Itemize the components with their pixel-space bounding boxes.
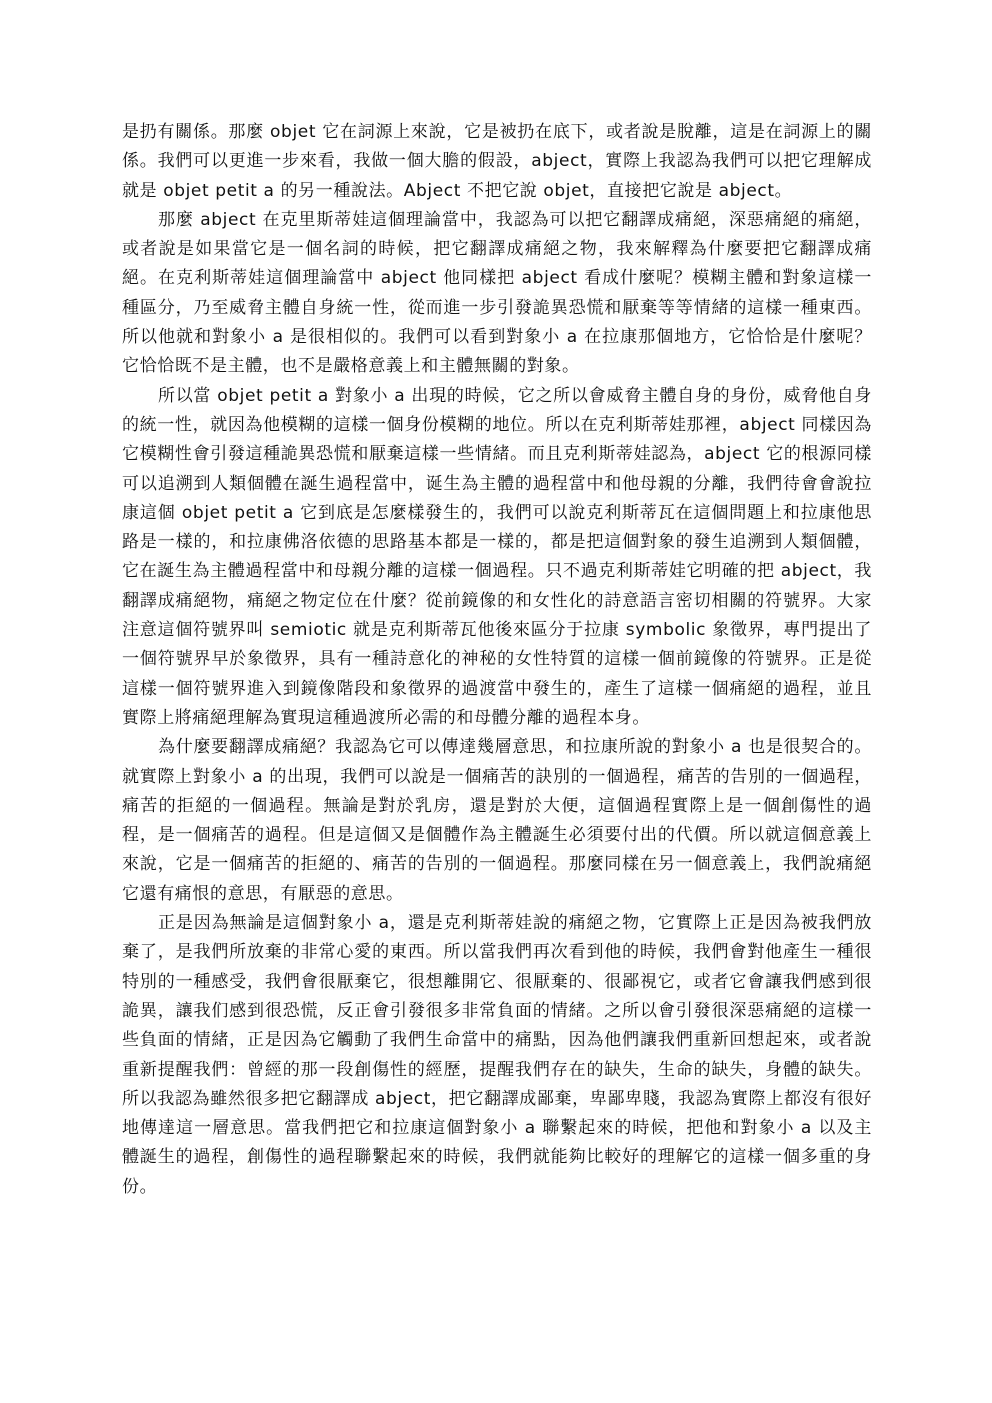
document-page [122,118,872,1202]
paragraph-5: 正是因為無論是這個對象小 a，還是克利斯蒂娃說的痛絕之物，它實際上正是因為被我們放棄了，是我們所放棄的非常心愛的東西。所以當我們再次看到他的時候，我們會對他產生一種很特別的一種感受，我們會很厭棄它，很想離開它、很厭棄的、很鄙視它，或者它會讓我們感到很詭異，讓我们感到很恐慌，反正會引發很多非常負面的情緒。之所以會引發很深惡痛絕的這樣一些負面的情緒，正是因為它觸動了我們生命當中的痛點，因為他們讓我們重新回想起來，或者說重新提醒我們：曾經的那一段創傷性的經歷，提醒我們存在的缺失，生命的缺失，身體的缺失。所以我認為雖然很多把它翻譯成 abject，把它翻譯成鄙棄，卑鄙卑賤，我認為實際上都沒有很好地傳達這一層意思。當我們把它和拉康這個對象小 a 聯繫起來的時候，把他和對象小 a 以及主體誕生的過程，創傷性的過程聯繫起來的時候，我們就能夠比較好的理解它的這樣一個多重的身份。 [122,913,872,1197]
paragraph-3: 所以當 objet petit a 對象小 a 出現的時候，它之所以會威脅主體自身的身份，威脅他自身的統一性，就因為他模糊的這樣一個身份模糊的地位。所以在克利斯蒂娃那裡，abject 同樣因為它模糊性會引發這種詭異恐慌和厭棄這樣一些情緒。而且克利斯蒂娃認為，abject 它的根源同樣可以追溯到人類個體在誕生過程當中，诞生為主體的過程當中和他母親的分離，我們待會會說拉康這個 objet petit a 它到底是怎麼樣發生的，我們可以說克利斯蒂瓦在這個問題上和拉康他思路是一樣的，和拉康佛洛依德的思路基本都是一樣的，都是把這個對象的發生追溯到人類個體，它在誕生為主體過程當中和母親分離的這樣一個過程。只不過克利斯蒂娃它明確的把 abject，我翻譯成痛絕物，痛絕之物定位在什麼？從前鏡像的和女性化的詩意語言密切相關的符號界。大家注意這個符號界叫 semiotic 就是克利斯蒂瓦他後來區分于拉康 symbolic 象徵界，專門提出了一個符號界早於象徵界，具有一種詩意化的神秘的女性特質的這樣一個前鏡像的符號界。正是從這樣一個符號界進入到鏡像階段和象徵界的過渡當中發生的，產生了這樣一個痛絕的過程，並且實際上將痛絕理解為實現這種過渡所必需的和母體分離的過程本身。 [122,385,872,728]
paragraph-4: 為什麼要翻譯成痛絕？我認為它可以傳達幾層意思，和拉康所說的對象小 a 也是很契合的。就實際上對象小 a 的出現，我們可以說是一個痛苦的訣別的一個過程，痛苦的告別的一個過程，痛苦的拒絕的一個過程。無論是對於乳房，還是對於大便，這個過程實際上是一個創傷性的過程，是一個痛苦的過程。但是這個又是個體作為主體誕生必須要付出的代價。所以就這個意義上來說，它是一個痛苦的拒絕的、痛苦的告別的一個過程。那麼同樣在另一個意義上，我們說痛絕它還有痛恨的意思，有厭惡的意思。 [122,737,872,904]
paragraph-2: 那麼 abject 在克里斯蒂娃這個理論當中，我認為可以把它翻譯成痛絕，深惡痛絕的痛絕，或者說是如果當它是一個名詞的時候，把它翻譯成痛絕之物，我來解釋為什麼要把它翻譯成痛絕。在克利斯蒂娃這個理論當中 abject 他同樣把 abject 看成什麼呢？模糊主體和對象這樣一種區分，乃至威脅主體自身統一性，從而進一步引發詭異恐慌和厭棄等等情緒的這樣一種東西。所以他就和對象小 a 是很相似的。我們可以看到對象小 a 在拉康那個地方，它恰恰是什麼呢？它恰恰既不是主體，也不是嚴格意義上和主體無關的對象。 [122,209,872,377]
paragraph-1: 是扔有關係。那麼 objet 它在詞源上來說，它是被扔在底下，或者說是脫離，這是在詞源上的關係。我們可以更進一步來看，我做一個大膽的假設，abject，實際上我認為我們可以把它理解成就是 objet petit a 的另一種說法。Abject 不把它說 objet，直接把它說是 abject。 [122,122,872,201]
